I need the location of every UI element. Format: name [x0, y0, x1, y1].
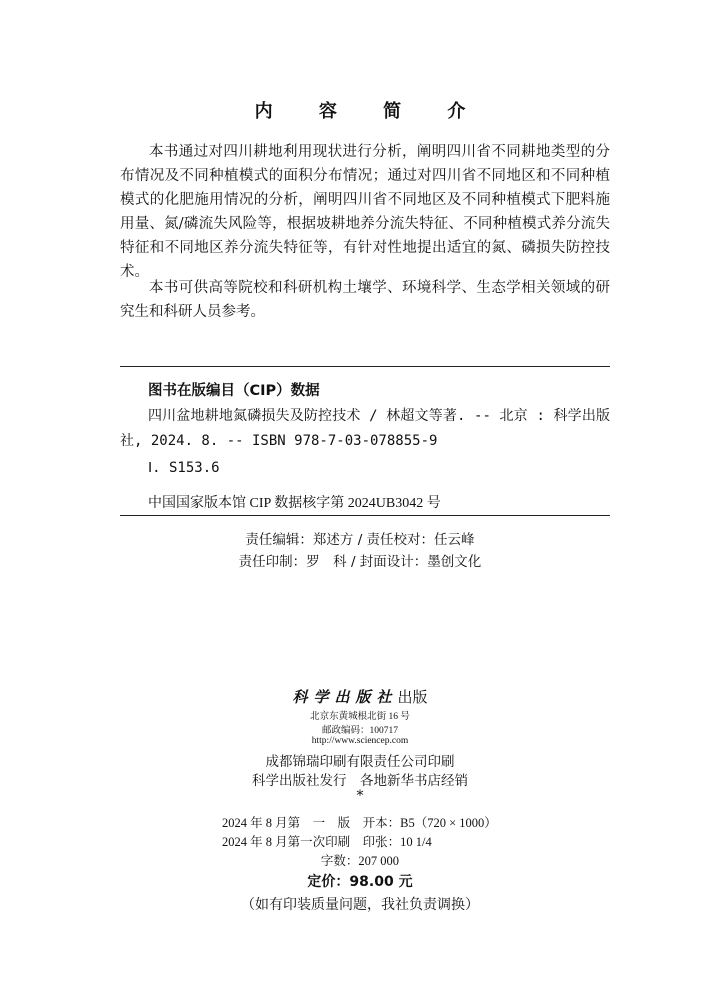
- publisher-postcode: 邮政编码：100717: [321, 726, 398, 736]
- distribution-info: 科学出版社发行 各地新华书店经销: [252, 773, 468, 789]
- separator-star: *: [356, 788, 364, 804]
- publisher-line: [0, 686, 720, 707]
- publisher-suffix: 出版: [397, 688, 428, 706]
- credits-production: 责任印制：罗 科 / 封面设计：墨创文化: [238, 554, 482, 570]
- price: 定价：98.00 元: [307, 874, 413, 890]
- publisher-url: http://www.sciencep.com: [311, 736, 409, 746]
- cip-bottom-rule: [120, 515, 610, 516]
- cip-catalog-entry: 四川盆地耕地氮磷损失及防控技术 / 林超文等著. -- 北京 : 科学出版社, 2024. 8. -- ISBN 978-7-03-078855-9: [120, 408, 610, 449]
- printing-info: 2024 年 8 月第一次印刷 印张：10 1/4: [222, 835, 432, 849]
- cip-heading: 图书在版编目（CIP）数据: [148, 383, 320, 399]
- publisher-address: 北京东黄城根北街 16 号: [310, 712, 410, 722]
- summary-paragraph-1: 本书通过对四川耕地利用现状进行分析，阐明四川省不同耕地类型的分布情况及不同种植模式的面积分布情况；通过对四川省不同地区和不同种植模式的化肥施用情况的分析，阐明四川省不同地区及不同种植模式下肥料施用量、氮/磷流失风险等，根据坡耕地养分流失特征、不同种植模式养分流失特征和不同地区养分流失特征等，有针对性地提出适宜的氮、磷损失防控技术。: [120, 144, 610, 280]
- summary-title: 内 容 简 介: [254, 101, 486, 122]
- printer-info: 成都锦瑞印刷有限责任公司印刷: [265, 754, 455, 770]
- publisher-logo: 科学出版社: [292, 688, 398, 706]
- summary-paragraph-2: 本书可供高等院校和科研机构土壤学、环境科学、生态学相关领域的研究生和科研人员参考。: [120, 280, 610, 320]
- cip-record-number: 中国国家版本馆 CIP 数据核字第 2024UB3042 号: [148, 496, 441, 511]
- edition-info: 2024 年 8 月第 一 版 开本：B5（720 × 1000）: [222, 816, 497, 830]
- word-count: 字数：207 000: [320, 854, 400, 868]
- credits-editors: 责任编辑：郑述方 / 责任校对：任云峰: [245, 532, 475, 548]
- quality-note: （如有印装质量问题，我社负责调换）: [241, 897, 479, 913]
- cip-classification: Ⅰ. S153.6: [148, 460, 220, 476]
- cip-top-rule: [120, 366, 610, 367]
